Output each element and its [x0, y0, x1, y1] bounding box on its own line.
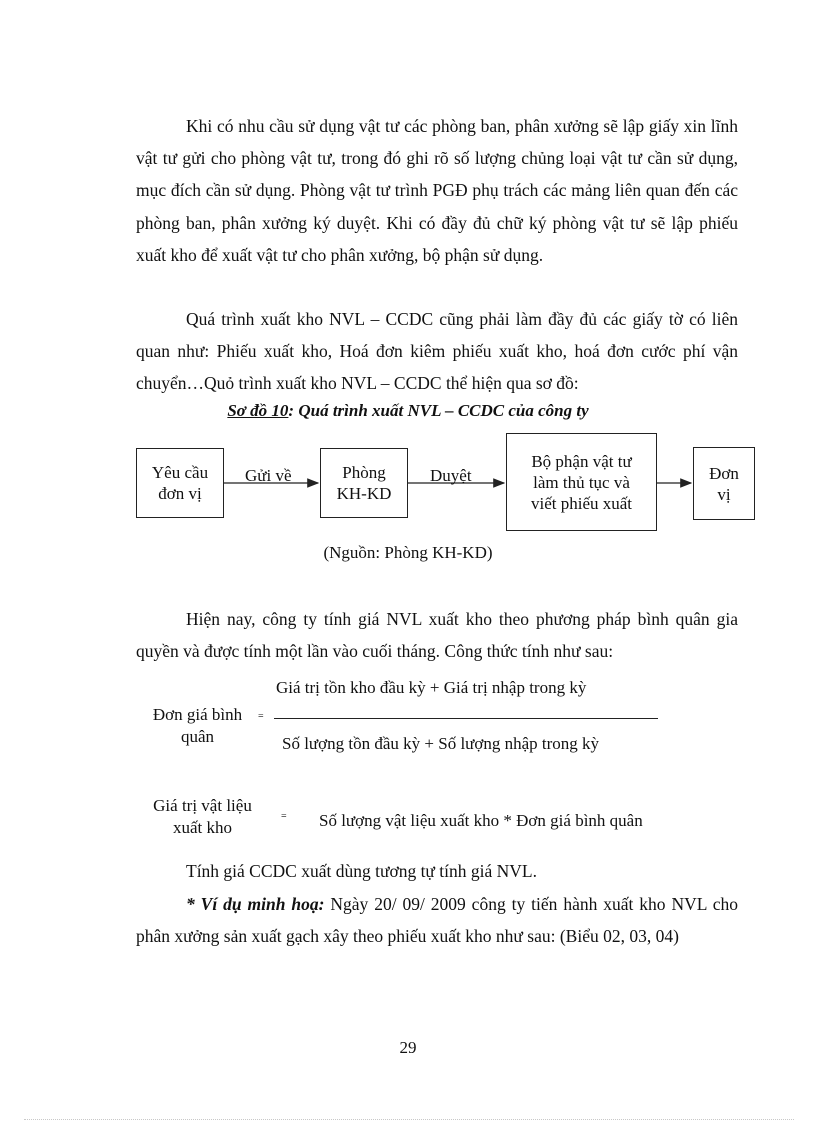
node-request-line2: đơn vị: [158, 484, 202, 503]
node-request-unit: [136, 448, 224, 518]
paragraph-export-documents: Quá trình xuất kho NVL – CCDC cũng phải làm đầy đủ các giấy tờ có liên quan như: Phiếu xuất kho, Hoá đơn kiêm phiếu xuất kho, hoá đơn cước phí vận chuyển…Quỏ trình xuất kho NVL – CCDC thể hiện qua sơ đồ:: [136, 309, 738, 394]
formula2-lhs-line2: xuất kho: [172, 818, 233, 837]
edge-send-label: Gửi về: [245, 466, 292, 485]
node-planning-dept: [320, 448, 408, 518]
formula1-numerator: Giá trị tồn kho đầu kỳ + Giá trị nhập trong kỳ: [276, 678, 587, 697]
diagram-caption-label: Sơ đồ 10: [227, 401, 289, 420]
node-materials-line2: làm thủ tục và: [533, 472, 630, 492]
node-unit-line1: Đơn: [709, 463, 739, 483]
formula2-lhs: [140, 795, 265, 839]
paragraph-example: [136, 888, 738, 952]
node-unit-line2: vị: [717, 484, 731, 504]
diagram-source: (Nguồn: Phòng KH-KD): [323, 543, 493, 562]
formula1-lhs-line1: Đơn giá bình: [152, 705, 243, 724]
node-materials-dept: [506, 433, 657, 531]
example-text: Ngày 20/ 09/ 2009 công ty tiến hành xuất kho NVL cho phân xưởng sản xuất gạch xây theo phiếu xuất kho như sau: (Biểu 02, 03, 04): [136, 894, 738, 947]
paragraph-pricing-method: Hiện nay, công ty tính giá NVL xuất kho theo phương pháp bình quân gia quyền và được tính một lần vào cuối tháng. Công thức tính như sau:: [136, 609, 738, 662]
formula2-lhs-line1: Giá trị vật liệu: [153, 796, 252, 815]
formula1-equals: =: [258, 711, 264, 722]
node-planning-line2: KH-KD: [336, 484, 392, 503]
example-lead: * Ví dụ minh hoạ:: [186, 894, 325, 914]
page-bottom-border: [24, 1119, 794, 1120]
node-materials-line3: viết phiếu xuất: [530, 493, 633, 513]
formula2-equals: =: [281, 811, 287, 822]
node-planning-line1: Phòng: [342, 463, 386, 482]
node-receiving-unit: [693, 447, 755, 520]
formula1-fraction-bar: [274, 718, 658, 719]
page-number: 29: [399, 1038, 417, 1057]
edge-approve-label: Duyệt: [430, 466, 472, 485]
formula1-lhs: [140, 704, 255, 748]
paragraph-request-process: Khi có nhu cầu sử dụng vật tư các phòng ban, phân xưởng sẽ lập giấy xin lĩnh vật tư gửi cho phòng vật tư, trong đó ghi rõ số lượng chủng loại vật tư cần sử dụng, mục đích cần sử dụng. Phòng vật tư trình PGĐ phụ trách các mảng liên quan đến các phòng ban, phân xưởng ký duyệt. Khi có đầy đủ chữ ký phòng vật tư sẽ lập phiếu xuất kho để xuất vật tư cho phân xưởng, bộ phận sử dụng.: [136, 116, 738, 265]
node-request-line1: Yêu cầu: [151, 463, 209, 482]
formula1-denominator: Số lượng tồn đầu kỳ + Số lượng nhập trong kỳ: [282, 734, 600, 753]
node-materials-line1: Bộ phận vật tư: [531, 451, 632, 471]
formula2-rhs: Số lượng vật liệu xuất kho * Đơn giá bình quân: [319, 811, 643, 830]
formula1-lhs-line2: quân: [180, 727, 215, 746]
paragraph-ccdc-pricing: Tính giá CCDC xuất dùng tương tự tính giá NVL.: [186, 861, 537, 881]
diagram-caption-rest: : Quá trình xuất NVL – CCDC của công ty: [288, 401, 589, 420]
